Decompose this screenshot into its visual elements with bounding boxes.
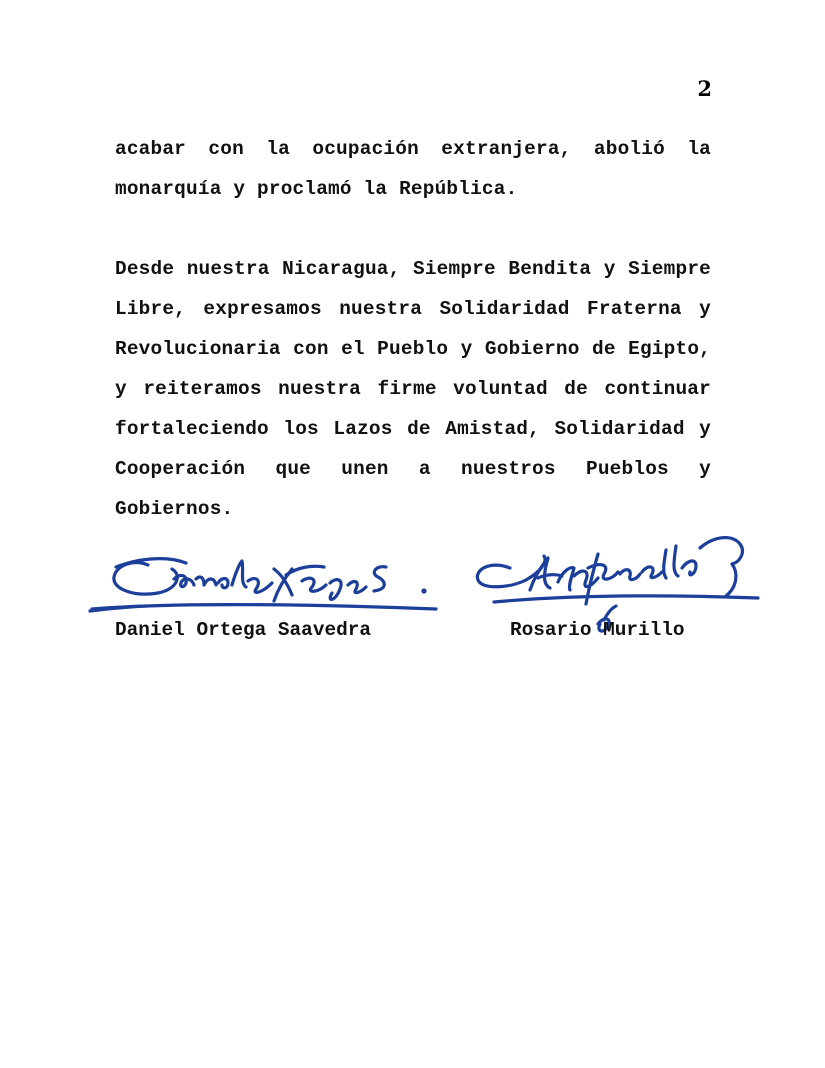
signature-daniel-ortega: [86, 545, 446, 620]
signatory-name-daniel-ortega: Daniel Ortega Saavedra: [115, 619, 371, 641]
paragraph-solidarity-message: Desde nuestra Nicaragua, Siempre Bendita y Siempre Libre, expresamos nuestra Solidaridad Fraterna y Revolucionaria con el Pueblo y Gobierno de Egipto, y reiteramos nuestra firme voluntad de continuar fortaleciendo los Lazos de Amistad, Solidaridad y Cooperación que unen a nuestros Pueblos y Gobiernos.: [115, 258, 711, 520]
signatory-name-rosario-murillo: Rosario Murillo: [510, 619, 685, 641]
page-number: 2: [697, 76, 712, 101]
paragraph-closing-history: acabar con la ocupación extranjera, abolió la monarquía y proclamó la República.: [115, 138, 711, 200]
